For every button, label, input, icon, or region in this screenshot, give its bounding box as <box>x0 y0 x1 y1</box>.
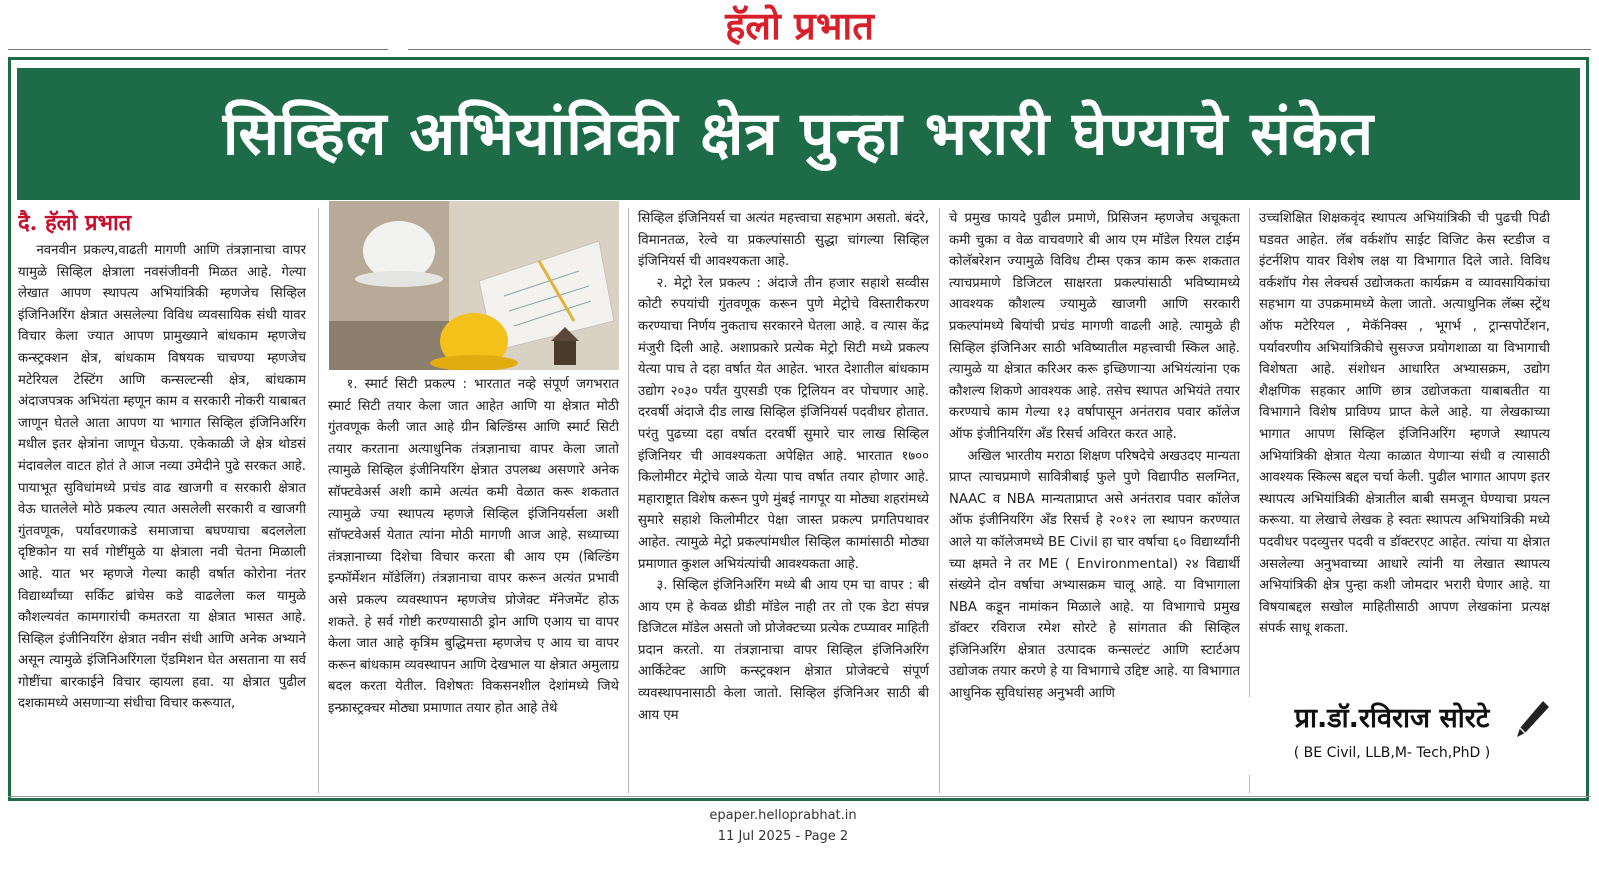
masthead-logo: हॅलो प्रभात <box>725 3 874 48</box>
footer-date-page: 11 Jul 2025 - Page 2 <box>717 829 849 844</box>
top-rule-right <box>408 49 1591 50</box>
col4-paragraph-1: चे प्रमुख फायदे पुढील प्रमाणे, प्रिसिजन म्हणजेच अचूकता कमी चुका व वेळ वाचवणारे बी आय एम मॉडेल रियल टाईम कोलॅबरेशन ज्यामुळे विविध टीम्स एकत्र काम करू शकतात त्याचप्रमाणे डिजिटल साक्षरता प्रकल्पांसाठी भविष्यामध्ये आवश्यक कौशल्य ज्यामुळे खाजगी आणि सरकारी प्रकल्पांमध्ये बियांची प्रचंड मागणी वाढली आहे. त्यामुळे ही सिव्हिल इंजिनिअर साठी भविष्यातील महत्त्वाची स्किल आहे. त्यामुळे या क्षेत्रात करिअर करू इच्छिणाऱ्या अभियंत्यांना एक कौशल्य शिकणे आवश्यक आहे. तसेच स्थापत अभियंते तयार करण्याचे काम गेल्या १३ वर्षापासून अनंतराव पवार कॉलेज ऑफ इंजीनियरिंग अँड रिसर्च अविरत करत आहे. <box>949 211 1240 442</box>
author-credentials: ( BE Civil, LLB,M- Tech,PhD ) <box>1293 745 1491 761</box>
top-rule-left <box>8 49 388 50</box>
col3-paragraph-3: ३. सिव्हिल इंजिनिअरिंग मध्ये बी आय एम चा वापर : बी आय एम हे केवळ थ्रीडी मॉडेल नाही तर तो एक डेटा संपन्न डिजिटल मॉडेल असतो जो प्रोजेक्टच्या प्रत्येक टप्प्यावर माहिती प्रदान करतो. या तंत्रज्ञानाचा वापर सिव्हिल इंजिनिअरिंग आर्किटेक्ट आणि कन्स्ट्रक्शन क्षेत्रात प्रोजेक्टचे संपूर्ण व्यवस्थापनासाठी केला जातो. सिव्हिल इंजिनिअर साठी बी आय एम <box>638 578 929 723</box>
footer-site-link[interactable]: epaper.helloprabhat.in <box>709 808 857 823</box>
column-divider <box>318 208 319 793</box>
bottom-rule <box>8 796 1591 797</box>
byline: दै. हॅलो प्रभात <box>18 210 132 236</box>
article-column-1 <box>18 208 306 793</box>
article-column-5 <box>1259 208 1550 688</box>
col3-paragraph-2: २. मेट्रो रेल प्रकल्प : अंदाजे तीन हजार सहाशे सव्वीस कोटी रुपयांची गुंतवणूक करून पुणे मेट्रोचे विस्तारीकरण करण्याचा निर्णय नुकताच सरकारने घेतला आहे. व त्यास केंद्र मंजुरी दिली आहे. अशाप्रकारे प्रत्येक मेट्रो सिटी मध्ये प्रकल्प येत्या पाच ते दहा वर्षात येत आहेत. भारत देशातील बांधकाम उद्योग २०३० पर्यंत युएसडी एक ट्रिलियन वर पोचणार आहे. दरवर्षी अंदाजे दीड लाख सिव्हिल इंजिनियर्स पदवीधर होतात. परंतु पुढच्या दहा वर्षात दरवर्षी सुमारे चार लाख सिव्हिल इंजिनियर ची आवश्यकता अपेक्षित आहे. भारतात १७०० किलोमीटर मेट्रोचे जाळे येत्या पाच वर्षात तयार होणार आहे. महाराष्ट्रात विशेष करून पुणे मुंबई नागपूर या मोठ्या शहरांमध्ये सुमारे सहाशे किलोमीटर पेक्षा जास्त प्रकल्प प्रगतिपथावर आहेत. त्यामुळे मेट्रो प्रकल्पांमधील सिव्हिल कामांसाठी मोठ्या प्रमाणात कुशल अभियंत्यांची आवश्यकता आहे. <box>638 275 929 572</box>
author-name: प्रा.डॉ.रविराज सोरटे <box>1294 703 1490 734</box>
article-headline: सिव्हिल अभियांत्रिकी क्षेत्र पुन्हा भरारी घेण्याचे संकेत <box>17 68 1580 200</box>
col4-paragraph-2: अखिल भारतीय मराठा शिक्षण परिषदेचे अखउदए मान्यता प्राप्त त्याचप्रमाणे सावित्रीबाई फुले पुणे विद्यापीठ सलग्नित, NAAC व NBA मान्यताप्राप्त असे अनंतराव पवार कॉलेज ऑफ इंजीनियरिंग अँड रिसर्च हे २०१२ ला स्थापन करण्यात आले या कॉलेजमध्ये BE Civil हा चार वर्षाचा ६० विद्यार्थ्यांनी च्या क्षमते ने तर ME ( Environmental) २४ विद्यार्थी संख्येने दोन वर्षाचा अभ्यासक्रम चालू आहे. या विभागाला NBA कडून नामांकन मिळाले आहे. या विभागाचे प्रमुख डॉक्टर रविराज रमेश सोरटे हे सांगतात की सिव्हिल इंजिनिअरिंग क्षेत्रात उत्पादक कन्सल्टंट आणि स्टार्टअप उद्योजक तयार करणे हे या विभागाचे उद्दिष्ट आहे. या विभागात आधुनिक सुविधांसह अनुभवी आणि <box>949 448 1240 702</box>
col3-paragraph-1: सिव्हिल इंजिनियर्स चा अत्यंत महत्त्वाचा सहभाग असतो. बंदरे, विमानतळ, रेल्वे या प्रकल्पांसाठी सुद्धा चांगल्या सिव्हिल इंजिनियर्स ची आवश्यकता आहे. <box>638 211 929 270</box>
col5-paragraph: उच्चशिक्षित शिक्षकवृंद स्थापत्य अभियांत्रिकी ची पुढची पिढी घडवत आहेत. लॅब वर्कशॉप साईट विजिट केस स्टडीज व इंटर्नशिप यावर विशेष लक्ष या विभागात दिले जाते. विविध वर्कशॉप गेस लेक्चर्स उद्योजकता कार्यक्रम व व्यावसायिकांचा सहभाग या उपक्रमामध्ये केला जातो. अत्याधुनिक लॅब्स स्ट्रेंथ ऑफ मटेरियल , मेकॅनिक्स , भूगर्भ , ट्रान्सपोर्टेशन, पर्यावरणीय अभियांत्रिकीचे सुसज्ज प्रयोगशाळा या विभागाची विशेषता आहे. संशोधन आधारित अभ्यासक्रम, उद्योग शैक्षणिक सहकार आणि छात्र उद्योजकता याबाबतीत या विभागाने विशेष प्राविण्य प्राप्त केले आहे. या लेखकाच्या भागात आपण सिव्हिल इंजिनिअरिंग म्हणजे स्थापत्य अभियांत्रिकी क्षेत्रात येत्या काळात येणाऱ्या संधी व त्यासाठी आवश्यक स्किल्स बद्दल चर्चा केली. पुढील भागात आपण इतर स्थापत्य अभियांत्रिकी क्षेत्रातील बाबी समजून घेण्याचा प्रयत्न करूया. या लेखाचे लेखक हे स्वतः स्थापत्य अभियांत्रिकी मध्ये पदवीधर पदव्युत्तर पदवी व डॉक्टरएट आहेत. त्यांचा या क्षेत्रात असलेल्या अनुभवाच्या आधारे त्यांनी या लेखात स्थापत्य अभियांत्रिकी क्षेत्र पुन्हा कशी जोमदार भरारी घेणार आहे. या विषयाबद्दल सखोल माहितीसाठी आपण लेखकांना प्रत्यक्ष संपर्क साधू शकता. <box>1259 211 1550 637</box>
column-divider <box>628 208 629 793</box>
column-divider <box>939 208 940 793</box>
article-column-2 <box>328 374 619 793</box>
author-signature <box>1247 697 1555 775</box>
col1-paragraph: नवनवीन प्रकल्प,वाढती मागणी आणि तंत्रज्ञानाचा वापर यामुळे सिव्हिल क्षेत्राला नवसंजीवनी मिळत आहे. गेल्या लेखात आपण स्थापत्य अभियांत्रिकी म्हणजेच सिव्हिल इंजिनिअरिंग क्षेत्रात असलेल्या विविध व्यवसायिक संधी यावर विचार केला ज्यात आपण प्रामुख्याने बांधकाम म्हणजेच कन्स्ट्रक्शन क्षेत्र, बांधकाम विषयक चाचण्या म्हणजेच मटेरियल टेस्टिंग आणि कन्सल्टन्सी क्षेत्र, बांधकाम अंदाजपत्रक अभियंता म्हणून काम व सरकारी नोकरी याबाबत जाणून घेतले आता आपण या भागात सिव्हिल इंजिनिअरिंग मधील इतर क्षेत्रांना जाणून घेऊया. एकेकाळी जे क्षेत्र थोडसं मंदावलेल वाटत होतं ते आज नव्या उमेदीने पुढे सरकत आहे. पायाभूत सुविधांमध्ये प्रचंड वाढ खाजगी व सरकारी क्षेत्रात वेऊ घातलेले मोठे प्रकल्प त्यात असलेली सरकारी व खाजगी गुंतवणूक, पर्यावरणाकडे समाजाचा बघण्याचा बदललेला दृष्टिकोन या सर्व गोष्टींमुळे या क्षेत्राला नवी चेतना मिळाली आहे. यात भर म्हणजे गेल्या काही वर्षात कोरोना नंतर विद्यार्थ्यांच्या सर्किट ब्रांचेस कडे वाढलेला कल यामुळे कौशल्यवंत कामगारांची कमतरता या क्षेत्रात भासत आहे. सिव्हिल इंजीनियरिंग क्षेत्रात नवीन संधी आणि अनेक अभ्याने असून त्यामुळे इंजिनिअरिंगला ऍडमिशन घेत असताना या सर्व गोष्टींचा बारकाईने विचार व्हायला हवा. या क्षेत्रात पुढील दशकामध्ये असणाऱ्या संधीचा विचार करूयात, <box>18 243 306 712</box>
pen-icon <box>1515 699 1551 739</box>
col2-paragraph: १. स्मार्ट सिटी प्रकल्प : भारतात नव्हे संपूर्ण जगभरात स्मार्ट सिटी तयार केला जात आहेत आणि या क्षेत्रात मोठी गुंतवणूक केली जात आहे ग्रीन बिल्डिंग्स आणि स्मार्ट सिटी तयार करताना अत्याधुनिक तंत्रज्ञानाचा वापर केला जातो त्यामुळे सिव्हिल इंजीनियरिंग क्षेत्रात उपलब्ध असणारे अनेक सॉफ्टवेअर्स अशी कामे अत्यंत कमी वेळात करू शकतात त्यामुळे ज्या स्थापत्य म्हणजे सिव्हिल इंजिनियर्सला अशी सॉफ्टवेअर्स येतात त्यांना मोठी मागणी आज आहे. सध्याच्या तंत्रज्ञानाच्या दिशेचा विचार करता बी आय एम (बिल्डिंग इन्फॉर्मेशन मॉडेलिंग) तंत्रज्ञानाचा वापर करून अत्यंत प्रभावी असे प्रकल्प व्यवस्थापन म्हणजेच प्रोजेक्ट मॅनेजमेंट होऊ शकते. हे सर्व गोष्टी करण्यासाठी ड्रोन आणि एआय चा वापर केला जात आहे कृत्रिम बुद्धिमत्ता म्हणजेच ए आय चा वापर करून बांधकाम व्यवस्थापन आणि देखभाल या क्षेत्रात अमुलाग्र बदल करता येतील. विशेषतः विकसनशील देशांमध्ये जिथे इन्फ्रास्ट्रक्चर मोठ्या प्रमाणात तयार होत आहे तेथे <box>328 377 619 716</box>
construction-photo <box>329 201 619 370</box>
article-column-3 <box>638 208 929 793</box>
construction-illustration <box>329 201 619 370</box>
article-column-4 <box>949 208 1240 793</box>
